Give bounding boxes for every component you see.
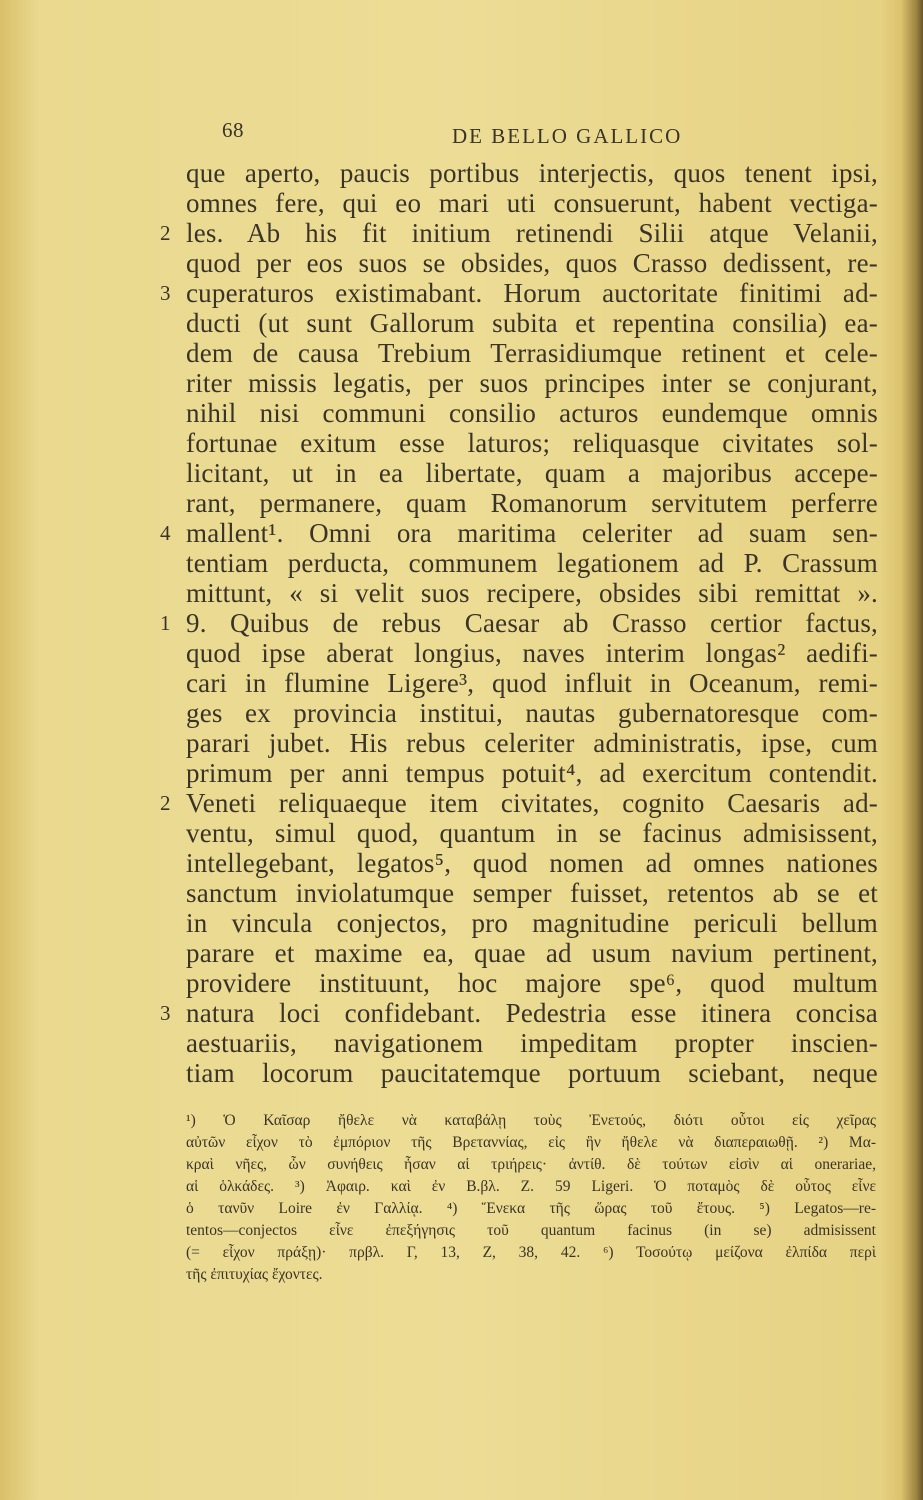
- text-line: [186, 458, 878, 488]
- text-line: [186, 728, 878, 758]
- line-text: les. Ab his fit initium retinendi Silii atque Velanii,: [186, 218, 878, 248]
- text-line: [186, 338, 878, 368]
- text-line: [186, 1058, 878, 1088]
- text-line: [186, 488, 878, 518]
- page-number: 68: [222, 118, 244, 142]
- text-line: [186, 908, 878, 938]
- text-line: [186, 968, 878, 998]
- footnote-line: τῆς ἐπιτυχίας ἔχοντες.: [186, 1266, 323, 1283]
- text-line: [160, 608, 878, 638]
- line-text: primum per anni tempus potuit⁴, ad exercitum contendit.: [186, 758, 878, 788]
- line-text: ducti (ut sunt Gallorum subita et repentina consilia) ea-: [186, 308, 878, 338]
- text-line: [160, 518, 878, 548]
- running-title: DE BELLO GALLICO: [452, 124, 683, 148]
- text-line: [186, 818, 878, 848]
- text-line: [186, 368, 878, 398]
- footnote-line: αἱ ὁλκάδες. ³) Ἀφαιρ. καὶ ἐν Β.βλ. Ζ. 59 Ligeri. Ὁ ποταμὸς δὲ οὗτος εἶνε: [186, 1178, 876, 1195]
- line-text: 9. Quibus de rebus Caesar ab Crasso certior factus,: [186, 608, 878, 638]
- line-text: parare et maxime ea, quae ad usum navium pertinent,: [186, 938, 878, 968]
- text-line: [186, 1028, 878, 1058]
- text-line: [186, 668, 878, 698]
- text-line: [186, 398, 878, 428]
- text-line: [186, 248, 878, 278]
- line-text: quod per eos suos se obsides, quos Crasso dedissent, re-: [186, 248, 878, 278]
- line-text: providere instituunt, hoc majore spe⁶, quod multum: [186, 968, 878, 998]
- text-line: [160, 218, 878, 248]
- text-line: [186, 938, 878, 968]
- footnote-line: tentos—conjectos εἶνε ἐπεξήγησις τοῦ quantum facinus (in se) admisissent: [186, 1222, 876, 1239]
- text-line: [186, 878, 878, 908]
- text-line: [186, 308, 878, 338]
- footnote-line: αὐτῶν εἶχον τὸ ἐμπόριον τῆς Βρεταννίας, εἰς ἣν ἤθελε νὰ διαπεραιωθῇ. ²) Μα-: [186, 1134, 876, 1151]
- margin-number: 1: [160, 611, 171, 635]
- text-line: [186, 158, 878, 188]
- text-line: [186, 548, 878, 578]
- main-text: [160, 158, 878, 1088]
- line-text: nihil nisi communi consilio acturos eundemque omnis: [186, 398, 878, 428]
- text-line: [160, 788, 878, 818]
- line-text: Veneti reliquaeque item civitates, cognito Caesaris ad-: [186, 788, 878, 818]
- line-text: in vincula conjectos, pro magnitudine periculi bellum: [186, 908, 878, 938]
- line-text: omnes fere, qui eo mari uti consuerunt, habent vectiga-: [186, 188, 878, 218]
- text-line: [186, 188, 878, 218]
- text-line: [186, 638, 878, 668]
- line-text: quod ipse aberat longius, naves interim longas² aedifi-: [186, 638, 878, 668]
- line-text: tentiam perducta, communem legationem ad P. Crassum: [186, 548, 878, 578]
- line-text: sanctum inviolatumque semper fuisset, retentos ab se et: [186, 878, 878, 908]
- margin-number: 2: [160, 791, 171, 815]
- line-text: mallent¹. Omni ora maritima celeriter ad suam sen-: [186, 518, 878, 548]
- text-line: [186, 698, 878, 728]
- line-text: riter missis legatis, per suos principes inter se conjurant,: [186, 368, 878, 398]
- text-line: [186, 428, 878, 458]
- footnote-line: (= εἶχον πράξῃ)· πρβλ. Γ, 13, Ζ, 38, 42. ⁶) Τοσούτῳ μείζονα ἐλπίδα περὶ: [186, 1244, 876, 1261]
- line-text: intellegebant, legatos⁵, quod nomen ad omnes nationes: [186, 848, 878, 878]
- footnote-line: ὁ τανῦν Loire ἐν Γαλλίᾳ. ⁴) Ἕνεκα τῆς ὥρας τοῦ ἔτους. ⁵) Legatos—re-: [186, 1200, 876, 1217]
- margin-number: 3: [160, 1001, 171, 1025]
- footnotes: [186, 1110, 876, 1286]
- line-text: parari jubet. His rebus celeriter administratis, ipse, cum: [186, 728, 878, 758]
- line-text: que aperto, paucis portibus interjectis, quos tenent ipsi,: [186, 158, 878, 188]
- line-text: ventu, simul quod, quantum in se facinus admisissent,: [186, 818, 878, 848]
- text-line: [160, 998, 878, 1028]
- line-text: aestuariis, navigationem impeditam propter inscien-: [186, 1028, 878, 1058]
- margin-number: 4: [160, 521, 171, 545]
- line-text: rant, permanere, quam Romanorum servitutem perferre: [186, 488, 878, 518]
- line-text: cari in flumine Ligere³, quod influit in Oceanum, remi-: [186, 668, 878, 698]
- line-text: mittunt, « si velit suos recipere, obsides sibi remittat ».: [186, 578, 878, 608]
- text-line: [186, 758, 878, 788]
- page-spine-shadow: [901, 0, 923, 1500]
- line-text: natura loci confidebant. Pedestria esse itinera concisa: [186, 998, 878, 1028]
- footnote-line: κραὶ νῆες, ὧν συνήθεις ἦσαν αἱ τριήρεις· ἀντίθ. δὲ τούτων εἰσὶν αἱ onerariae,: [186, 1156, 876, 1173]
- text-line: [160, 278, 878, 308]
- footnote-line: ¹) Ὁ Καῖσαρ ἤθελε νὰ καταβάλῃ τοὺς Ἐνετούς, διότι οὗτοι εἰς χεῖρας: [186, 1112, 876, 1129]
- line-text: dem de causa Trebium Terrasidiumque retinent et cele-: [186, 338, 878, 368]
- line-text: licitant, ut in ea libertate, quam a majoribus accepe-: [186, 458, 878, 488]
- line-text: fortunae exitum esse laturos; reliquasque civitates sol-: [186, 428, 878, 458]
- line-text: ges ex provincia institui, nautas gubernatoresque com-: [186, 698, 878, 728]
- line-text: cuperaturos existimabant. Horum auctoritate finitimi ad-: [186, 278, 878, 308]
- line-text: tiam locorum paucitatemque portuum sciebant, neque: [186, 1058, 878, 1088]
- margin-number: 2: [160, 221, 171, 245]
- text-line: [186, 848, 878, 878]
- page-header: [222, 118, 722, 158]
- margin-number: 3: [160, 281, 171, 305]
- text-line: [186, 578, 878, 608]
